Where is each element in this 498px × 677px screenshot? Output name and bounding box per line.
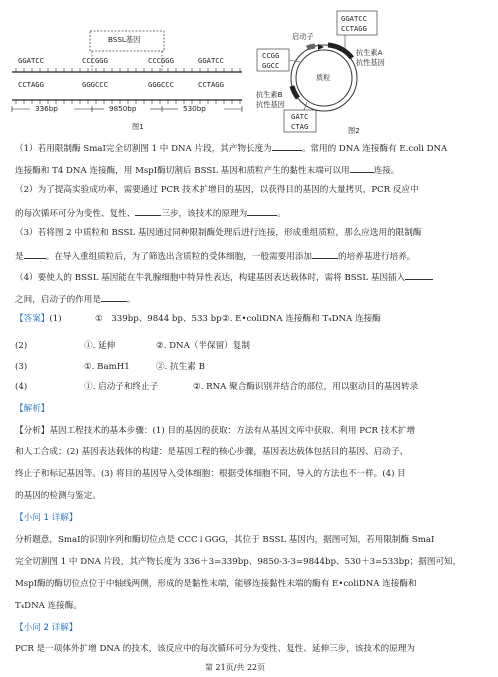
answer-blank[interactable]: [247, 206, 277, 216]
question-3-line-1: （3）若将图 2 中质粒和 BSSL 基因通过同种限制酶处理后进行连接，形成重组质粒，那么应选用的限制酶: [15, 228, 422, 238]
answer-tag: 【答案】: [15, 314, 50, 324]
question-2-line-2: 的每次循环可分为变性、复性、 三步，该技术的原理为 。: [15, 206, 286, 220]
answer-3a: ①. BamH1: [84, 362, 130, 372]
answer-2-num: (2): [15, 341, 28, 351]
plasmid-diagram: [252, 6, 400, 138]
promoter-label: 启动子: [292, 32, 314, 41]
seq-bottom-3: GGGCCC: [148, 80, 174, 89]
length-middle: 9850bp: [109, 104, 137, 113]
figure-1-caption: 图1: [132, 122, 144, 131]
question-4-line-1: （4）要使人的 BSSL 基因能在牛乳腺细胞中特异性表达，构建基因表达载体时，需将 BSSL 基因插入: [15, 270, 433, 284]
answer-blank[interactable]: [350, 163, 374, 173]
answer-4a: ①. 启动子和终止子: [84, 382, 159, 392]
gene-label: BSSL基因: [108, 35, 141, 44]
answer-1a: ① 339bp、9844 bp、533 bp: [95, 314, 222, 324]
resB-gene-segment: [292, 86, 298, 98]
question-1-line-2: 连接酶和 T4 DNA 连接酶，用 MspI酶切割后 BSSL 基因和质粒产生的黏性末端可以用 连接。: [15, 163, 399, 177]
answer-3-num: (3): [15, 362, 28, 372]
question-2-line-1: （2）为了提高实验成功率，需要通过 PCR 技术扩增目的基因，以获得目的基因的大量拷贝，PCR 反应中: [15, 185, 419, 195]
promoter-segment: [307, 46, 315, 48]
seq-bottom-1: CCTAGG: [18, 80, 44, 89]
resB-line-1: 抗生素B: [256, 90, 283, 99]
question-1-line-1: （1）若用限制酶 SmaI完全切割图 1 中 DNA 片段，其产物长度为 。常用的 DNA 连接酶有 E.coli DNA: [15, 141, 447, 155]
resB-line-2: 抗性基因: [256, 100, 285, 109]
seq-bottom-2: GGGCCC: [82, 80, 108, 89]
sub1-line-1: 分析题意，SmaI的识别序列和酶切位点是 CCC↓GGG，其位于 BSSL 基因内，据图可知，若用限制酶 SmaI: [15, 535, 435, 545]
figure-2: [252, 6, 400, 138]
answer-2a: ①. 延伸: [84, 341, 116, 351]
answer-blank[interactable]: [312, 249, 338, 259]
answer-4b: ②. RNA 聚合酶识别并结合的部位，用以驱动目的基因转录: [193, 382, 419, 392]
answer-blank[interactable]: [405, 270, 433, 280]
page-footer: 第 21页/共 22页: [205, 663, 266, 672]
answer-1b: ②. E•coliDNA 连接酶和 T₄DNA 连接酶: [222, 314, 381, 324]
answer-3b: ②. 抗生素 B: [156, 362, 205, 372]
sub1-line-4: T₄DNA 连接酶。: [15, 601, 82, 611]
site-top-line-1: GGATCC: [341, 14, 367, 23]
question-3-line-2: 是 。在导入重组质粒后，为了筛选出含质粒的受体细胞，一般需要用添加 的培养基进行培养。: [15, 249, 415, 263]
question-4-line-2: 之间，启动子的作用是 。: [15, 292, 136, 306]
resA-line-1: 抗生素A: [356, 48, 383, 57]
sub-question-1-heading: 【小问 1 详解】: [15, 513, 78, 523]
site-left-line-1: CCGG: [262, 51, 280, 60]
plasmid-label: 质粒: [316, 73, 331, 82]
answer-blank[interactable]: [272, 141, 302, 151]
answer-4-num: (4): [15, 382, 28, 392]
answer-2b: ②. DNA（半保留）复制: [156, 341, 250, 351]
sub1-line-2: 完全切割图 1 中 DNA 片段，其产物长度为 336＋3=339bp、9850-3-3=9844bp、530＋3=533bp；据图可知，: [15, 557, 462, 567]
answer-blank[interactable]: [101, 292, 127, 302]
figure-2-caption: 图2: [348, 126, 360, 135]
length-left: 336bp: [35, 104, 58, 113]
site-left-line-2: GGCC: [262, 61, 280, 70]
sub-question-2-heading: 【小问 2 详解】: [15, 623, 78, 633]
seq-bottom-4: CCTAGG: [198, 80, 224, 89]
site-bottom-line-1: GATC: [291, 112, 309, 121]
sub2-line-1: PCR 是一项体外扩增 DNA 的技术，该反应中的每次循环可分为变性、复性、延伸三步，该技术的原理为: [15, 644, 415, 654]
analysis-line-2: 和人工合成；(2) 基因表达载体的构建：是基因工程的核心步骤，基因表达载体包括目的基因、启动子、: [15, 447, 409, 457]
analysis-line-3: 终止子和标记基因等。(3) 将目的基因导入受体细胞：根据受体细胞不同，导入的方法也不一样。(4) 目: [15, 469, 406, 479]
figure-1: [8, 18, 248, 136]
analysis-line-1: 【分析】基因工程技术的基本步骤：(1) 目的基因的获取：方法有从基因文库中获取、利用 PCR 技术扩增: [15, 426, 416, 436]
site-bottom-line-2: CTAG: [291, 122, 309, 131]
site-top-line-2: CCTAGG: [341, 24, 367, 33]
answer-blank[interactable]: [24, 249, 46, 259]
sub1-line-3: MspI酶的酶切位点位于中轴线两侧，形成的是黏性末端，能够连接黏性末端的酶有 E•coliDNA 连接酶和: [15, 579, 417, 589]
analysis-line-4: 的基因的检测与鉴定。: [15, 491, 101, 501]
length-right: 530bp: [183, 104, 206, 113]
seq-top-1: GGATCC: [18, 56, 44, 65]
seq-top-2: CCCGGG: [82, 56, 108, 65]
analysis-tag: 【解析】: [15, 404, 50, 414]
answer-blank[interactable]: [135, 206, 161, 216]
seq-top-3: CCCGGG: [148, 56, 174, 65]
answer-row-1: 【答案】(1): [15, 314, 62, 324]
seq-top-4: GGATCC: [198, 56, 224, 65]
resA-line-2: 抗性基因: [356, 58, 385, 67]
